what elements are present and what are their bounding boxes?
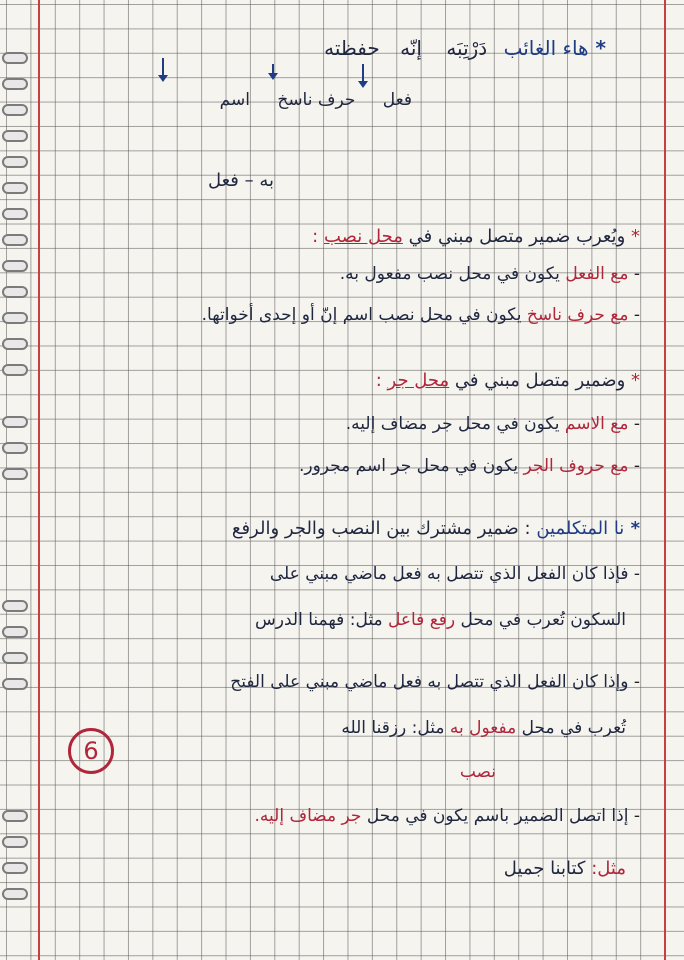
- ring: [2, 208, 28, 220]
- margin-line-right: [664, 0, 666, 960]
- ring: [2, 836, 28, 848]
- section3-line: - فإذا كان الفعل الذي تتصل به فعل ماضي مبني على: [269, 564, 640, 584]
- item-text: يكون في محل نصب مفعول به.: [339, 264, 560, 284]
- ring: [2, 182, 28, 194]
- section2-title-text: وضمير متصل مبني في: [449, 370, 626, 391]
- heading-line: [324, 36, 606, 60]
- section3-highlight: مفعول به: [449, 718, 517, 738]
- section2-title-highlight: محل جر: [387, 370, 450, 391]
- ring: [2, 652, 28, 664]
- item-lead: مع الفعل: [565, 264, 629, 284]
- section3-highlight: جر مضاف إليه.: [254, 806, 362, 826]
- section3-title-text: : ضمير مشترك بين النصب والجر والرفع: [231, 518, 531, 539]
- ring: [2, 156, 28, 168]
- section3-line-text: مثل: رزقنا الله: [341, 718, 445, 738]
- ring: [2, 678, 28, 690]
- ring: [2, 888, 28, 900]
- ring: [2, 338, 28, 350]
- ring: [2, 600, 28, 612]
- heading-example: حفظته: [324, 36, 380, 60]
- section3-line-text: إذا اتصل الضمير باسم يكون في محل: [361, 806, 629, 826]
- ring: [2, 442, 28, 454]
- bullet-star: *: [624, 518, 640, 539]
- section1-title-highlight: محل نصب: [323, 226, 403, 247]
- section3-nasb: نصب: [459, 762, 496, 782]
- label-particle: حرف ناسخ: [277, 90, 356, 110]
- example-text: كتابنا جميل: [503, 858, 586, 879]
- section1-item: - مع الفعل يكون في محل نصب مفعول به.: [339, 264, 640, 284]
- spiral-binding: [0, 0, 30, 960]
- section2-title: * وضمير متصل مبني في محل جر :: [375, 370, 640, 391]
- ring: [2, 234, 28, 246]
- section3-line: - وإذا كان الفعل الذي تتصل به فعل ماضي مبني على الفتح: [230, 672, 640, 692]
- ring: [2, 104, 28, 116]
- item-text: يكون في محل جر مضاف إليه.: [345, 414, 560, 434]
- margin-line-left: [38, 0, 40, 960]
- ring: [2, 810, 28, 822]
- ring: [2, 52, 28, 64]
- section3-line-text: وإذا كان الفعل الذي تتصل به فعل ماضي مبني على الفتح: [230, 672, 629, 692]
- item-lead: مع حروف الجر: [523, 456, 629, 476]
- section3-line-text: فإذا كان الفعل الذي تتصل به فعل ماضي مبني على: [269, 564, 629, 584]
- section3-line: [255, 610, 626, 630]
- section2-item: - مع حروف الجر يكون في محل جر اسم مجرور.: [298, 456, 640, 476]
- section3-line-text: مثل: فهمنا الدرس: [255, 610, 383, 630]
- page-number: 6: [68, 728, 114, 774]
- ring: [2, 312, 28, 324]
- item-text: يكون في محل نصب اسم إنّ أو إحدى أخواتها.: [201, 305, 522, 325]
- heading-labels: [220, 90, 412, 110]
- bullet-star: *: [625, 370, 640, 391]
- bullet-star: *: [625, 226, 640, 247]
- ring: [2, 468, 28, 480]
- section3-line-text: السكون تُعرب في محل: [455, 610, 626, 630]
- section3-highlight: رفع فاعل: [387, 610, 456, 630]
- label-noun: اسم: [219, 90, 250, 110]
- item-lead: مع حرف ناسخ: [526, 305, 629, 325]
- section3-line-text: تُعرب في محل: [516, 718, 626, 738]
- ring: [2, 130, 28, 142]
- section1-item: - مع حرف ناسخ يكون في محل نصب اسم إنّ أو إحدى أخواتها.: [201, 305, 640, 325]
- example-line: به – فعل: [207, 170, 274, 191]
- item-lead: مع الاسم: [564, 414, 629, 434]
- heading-example: دَرْتِبَه: [446, 36, 488, 60]
- heading-example: إنّه: [400, 36, 422, 60]
- item-text: يكون في محل جر اسم مجرور.: [298, 456, 519, 476]
- section2-item: - مع الاسم يكون في محل جر مضاف إليه.: [345, 414, 640, 434]
- ring: [2, 416, 28, 428]
- arrow-icon: [272, 64, 274, 78]
- ring: [2, 78, 28, 90]
- section3-title-lead: نا المتكلمين: [536, 518, 625, 539]
- section3-title: [232, 518, 640, 539]
- section3-line: - إذا اتصل الضمير باسم يكون في محل جر مضاف إليه.: [254, 806, 640, 826]
- ring: [2, 260, 28, 272]
- bullet-star: *: [588, 36, 606, 60]
- ring: [2, 862, 28, 874]
- section1-title-text: ويُعرب ضمير متصل مبني في: [402, 226, 626, 247]
- section1-title: * ويُعرب ضمير متصل مبني في محل نصب :: [312, 226, 640, 247]
- ring: [2, 626, 28, 638]
- arrow-icon: [362, 64, 364, 86]
- ring: [2, 286, 28, 298]
- ring: [2, 364, 28, 376]
- label-verb: فعل: [382, 90, 412, 110]
- example-lead: مثل:: [591, 858, 626, 879]
- section3-line: [341, 718, 626, 738]
- section3-example: [504, 858, 626, 879]
- heading-title: هاء الغائب: [503, 36, 589, 60]
- arrow-icon: [162, 58, 164, 80]
